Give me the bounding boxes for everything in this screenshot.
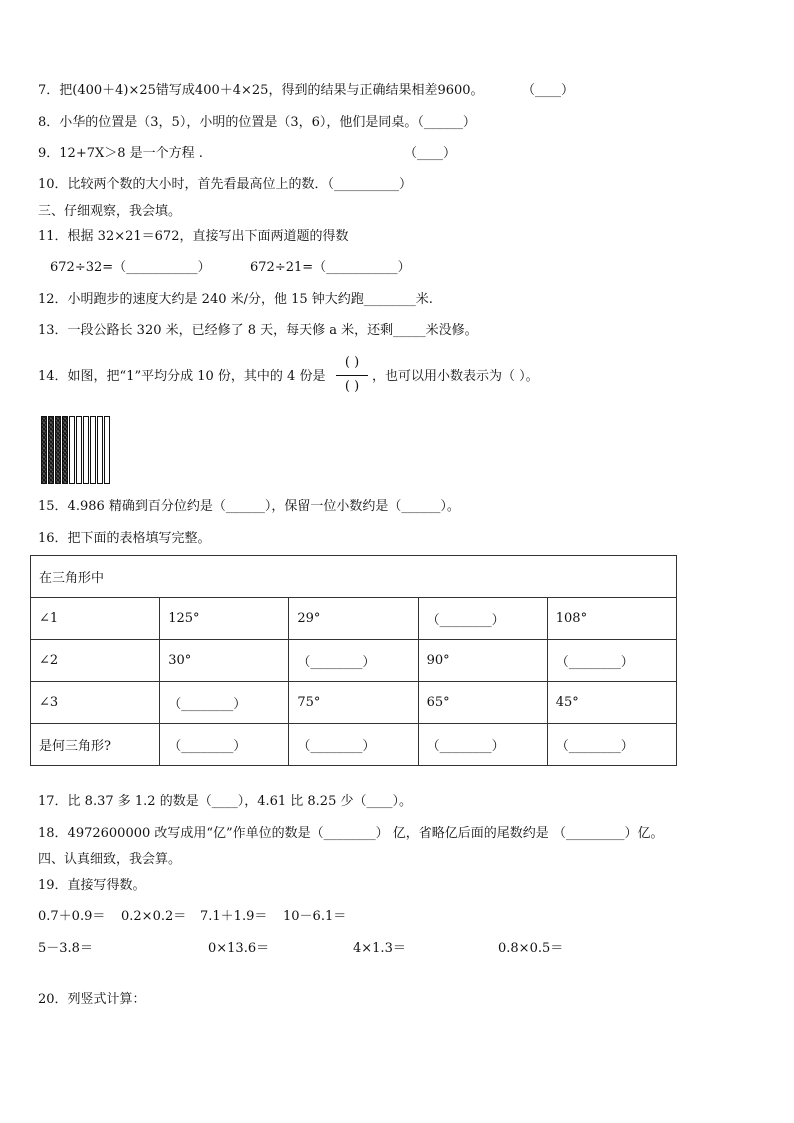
question-7: 7．把(400＋4)×25错写成400＋4×25，得到的结果与正确结果相差9600。 <box>38 83 484 98</box>
ten-strips-figure <box>41 416 111 484</box>
calc-item: 0.7＋0.9＝ <box>38 909 106 924</box>
strip-shaded <box>55 416 61 484</box>
table-cell: 108° <box>547 598 676 640</box>
table-row <box>31 598 677 640</box>
table-cell: （________） <box>160 682 289 724</box>
answer-blank-9: （____） <box>404 146 457 161</box>
question-12: 12．小明跑步的速度大约是 240 米/分，他 15 钟大约跑________米. <box>38 292 433 307</box>
question-18: 18．4972600000 改写成用“亿”作单位的数是（________） 亿，省略亿后面的尾数约是 （_________）亿。 <box>38 826 664 841</box>
fraction-blank <box>334 355 370 397</box>
table-cell: （________） <box>289 640 418 682</box>
strip-unshaded <box>104 416 110 484</box>
calc-item: 7.1＋1.9＝ <box>200 909 268 924</box>
table-header: 在三角形中 <box>31 556 677 598</box>
question-11-part-a: 672÷32=（___________） <box>50 260 211 275</box>
triangle-table <box>30 555 677 766</box>
table-row <box>31 682 677 724</box>
question-17: 17．比 8.37 多 1.2 的数是（____），4.61 比 8.25 少（____）。 <box>38 794 412 809</box>
fraction-denominator: ( ) <box>344 379 360 394</box>
strip-unshaded <box>76 416 82 484</box>
question-19: 19．直接写得数。 <box>38 878 146 893</box>
table-cell: 29° <box>289 598 418 640</box>
row-label: ∠3 <box>31 682 160 724</box>
question-14: 14．如图，把“1”平均分成 10 份，其中的 4 份是 <box>38 369 326 384</box>
question-14-suffix: ，也可以用小数表示为（ ）。 <box>372 369 539 384</box>
table-cell: 45° <box>547 682 676 724</box>
table-cell: （________） <box>547 724 676 766</box>
calc-item: 10－6.1＝ <box>283 909 347 924</box>
table-cell: （________） <box>160 724 289 766</box>
table-cell: 125° <box>160 598 289 640</box>
table-cell: 75° <box>289 682 418 724</box>
question-16: 16．把下面的表格填写完整。 <box>38 531 211 546</box>
table-cell: 65° <box>418 682 547 724</box>
strip-unshaded <box>90 416 96 484</box>
strip-shaded <box>41 416 47 484</box>
table-cell: 30° <box>160 640 289 682</box>
strip-unshaded <box>97 416 103 484</box>
calc-item: 0.8×0.5＝ <box>498 941 564 956</box>
answer-blank-7: （____） <box>522 83 575 98</box>
question-20: 20．列竖式计算： <box>38 992 146 1007</box>
section-3-heading: 三、仔细观察，我会填。 <box>38 204 182 219</box>
row-label: ∠2 <box>31 640 160 682</box>
question-8: 8．小华的位置是（3，5），小明的位置是（3，6），他们是同桌。（______） <box>38 115 476 130</box>
row-label: 是何三角形? <box>31 724 160 766</box>
table-cell: （________） <box>289 724 418 766</box>
calc-item: 0.2×0.2＝ <box>121 909 187 924</box>
question-11: 11．根据 32×21＝672，直接写出下面两道题的得数 <box>38 229 349 244</box>
table-cell: （________） <box>547 640 676 682</box>
row-label: ∠1 <box>31 598 160 640</box>
section-4-heading: 四、认真细致，我会算。 <box>38 852 182 867</box>
question-13: 13．一段公路长 320 米，已经修了 8 天，每天修 a 米，还剩_____米没修。 <box>38 323 478 338</box>
calc-item: 4×1.3＝ <box>353 941 406 956</box>
table-header-row <box>31 556 677 598</box>
strip-unshaded <box>83 416 89 484</box>
question-15: 15．4.986 精确到百分位约是（______），保留一位小数约是（______）。 <box>38 499 460 514</box>
fraction-bar <box>336 375 368 376</box>
table-cell: 90° <box>418 640 547 682</box>
calc-item: 5－3.8＝ <box>38 941 93 956</box>
question-10: 10．比较两个数的大小时，首先看最高位上的数．（__________） <box>38 177 413 192</box>
strip-shaded <box>62 416 68 484</box>
table-row <box>31 724 677 766</box>
question-9: 9．12+7X＞8 是一个方程 . <box>38 146 203 161</box>
strip-shaded <box>48 416 54 484</box>
table-cell: （________） <box>418 724 547 766</box>
table-cell: （________） <box>418 598 547 640</box>
question-11-part-b: 672÷21=（___________） <box>250 260 411 275</box>
calc-item: 0×13.6＝ <box>208 941 270 956</box>
fraction-numerator: ( ) <box>344 355 360 370</box>
table-row <box>31 640 677 682</box>
strip-unshaded <box>69 416 75 484</box>
